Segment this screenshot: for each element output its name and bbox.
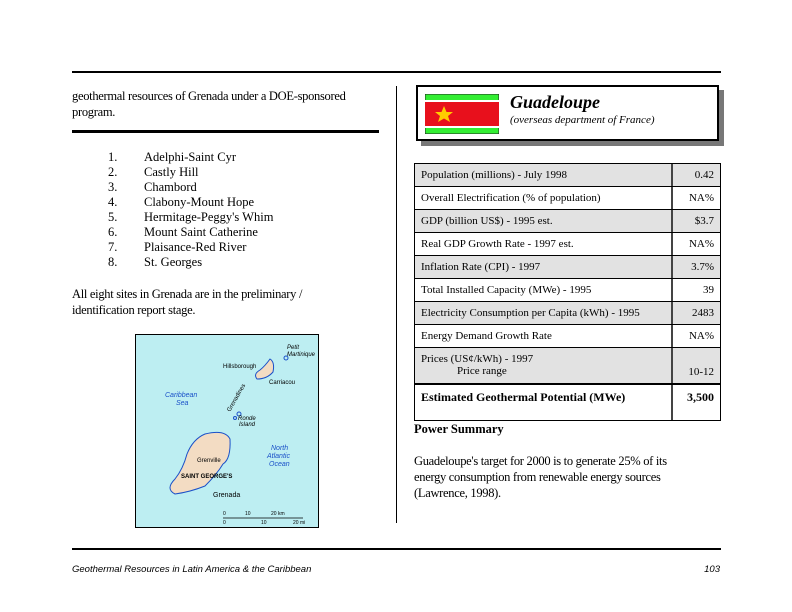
list-item: 7. Plaisance-Red River (108, 240, 247, 254)
svg-text:Carriacou: Carriacou (269, 380, 296, 386)
svg-text:20 mi: 20 mi (293, 520, 306, 526)
intro-paragraph: geothermal resources of Grenada under a DOE-sponsored program. (72, 89, 346, 119)
grenada-map (135, 334, 319, 528)
svg-text:10: 10 (245, 511, 251, 517)
table-row: Inflation Rate (CPI) - 1997 3.7% (415, 256, 720, 279)
svg-text:0: 0 (223, 511, 226, 517)
table-row: Overall Electrification (% of population) NA% (415, 187, 720, 210)
svg-text:Sea: Sea (176, 400, 189, 407)
country-name: Guadeloupe (510, 92, 600, 112)
potential-row: Estimated Geothermal Potential (MWe) 3,500 (415, 385, 720, 420)
svg-text:Grenada: Grenada (213, 492, 241, 499)
site-list (108, 150, 273, 270)
guadeloupe-flag (425, 94, 499, 134)
section-rule (72, 130, 379, 133)
country-header (416, 85, 719, 141)
table-row: GDP (billion US$) - 1995 est. $3.7 (415, 210, 720, 233)
svg-text:Hillsborough: Hillsborough (223, 364, 257, 370)
svg-text:Island: Island (239, 422, 256, 428)
country-subtitle: (overseas department of France) (510, 114, 655, 126)
page-number: 103 (704, 564, 720, 575)
footer-rule (72, 548, 721, 550)
table-row: Electricity Consumption per Capita (kWh) - 1995 2483 (415, 302, 720, 325)
list-item: 1. Adelphi-Saint Cyr (108, 150, 237, 164)
top-rule (72, 71, 721, 73)
svg-text:10: 10 (261, 520, 267, 526)
status-paragraph: All eight sites in Grenada are in the preliminary / identification report stage. (72, 287, 303, 317)
svg-text:Martinique: Martinique (287, 352, 316, 358)
svg-text:Caribbean: Caribbean (165, 392, 198, 399)
prices-row: Prices (US¢/kWh) - 1997 Price range 10-12 (415, 348, 720, 385)
summary-paragraph: Guadeloupe's target for 2000 is to generate 25% of its energy consumption from renewable energy sources (Lawrence, 1998). (414, 454, 667, 500)
list-item: 8. St. Georges (108, 255, 203, 269)
svg-text:Grenadines: Grenadines (226, 383, 248, 413)
list-item: 4. Clabony-Mount Hope (108, 195, 255, 209)
svg-text:0: 0 (223, 520, 226, 526)
table-row: Real GDP Growth Rate - 1997 est. NA% (415, 233, 720, 256)
svg-text:Ocean: Ocean (269, 461, 290, 468)
svg-text:Ronde: Ronde (238, 416, 256, 422)
svg-text:North: North (271, 445, 289, 452)
summary-heading: Power Summary (414, 422, 504, 436)
svg-text:Atlantic: Atlantic (267, 453, 290, 460)
column-divider (396, 86, 397, 523)
footer-title: Geothermal Resources in Latin America & the Caribbean (72, 564, 312, 575)
table-row: Energy Demand Growth Rate NA% (415, 325, 720, 348)
table-row: Total Installed Capacity (MWe) - 1995 39 (415, 279, 720, 302)
svg-text:Petit: Petit (287, 345, 300, 351)
svg-text:20 km: 20 km (271, 511, 285, 517)
list-item: 6. Mount Saint Catherine (108, 225, 258, 239)
list-item: 3. Chambord (108, 180, 197, 194)
list-item: 2. Castly Hill (108, 165, 199, 179)
table-row: Population (millions) - July 1998 0.42 (415, 164, 720, 187)
country-stats-table (414, 163, 721, 421)
svg-text:Grenville: Grenville (197, 458, 221, 464)
list-item: 5. Hermitage-Peggy's Whim (108, 210, 274, 224)
svg-text:SAINT GEORGE'S: SAINT GEORGE'S (181, 474, 233, 480)
